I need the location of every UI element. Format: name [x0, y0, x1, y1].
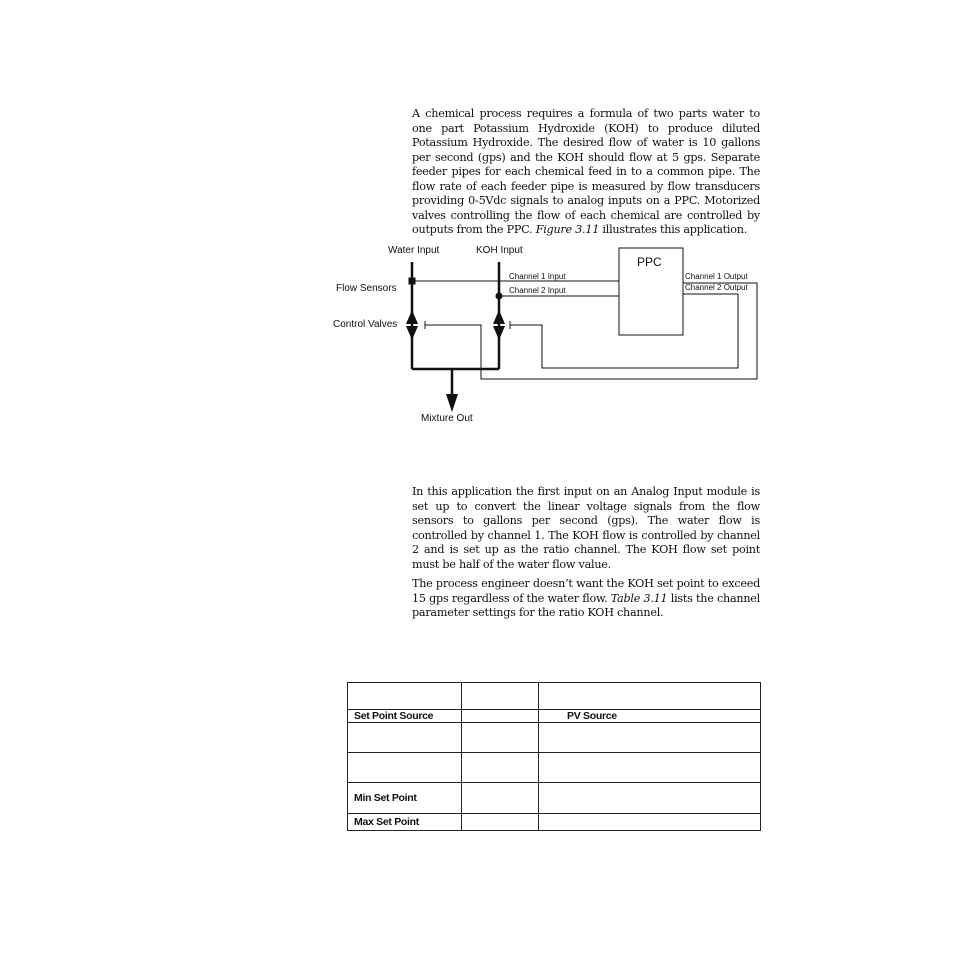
intro-text-b: illustrates this application. [599, 223, 748, 236]
table-cell [348, 753, 462, 783]
valve-2-upper-triangle [493, 310, 505, 324]
table-header-cell [348, 683, 462, 710]
table-cell: PV Source [539, 710, 761, 723]
table-cell [348, 723, 462, 753]
water-input-label: Water Input [388, 245, 440, 256]
ppc-label: PPC [637, 255, 662, 269]
table-header-cell [462, 683, 539, 710]
mixture-out-arrow-icon [446, 394, 458, 412]
table-cell [462, 723, 539, 753]
valve-1-lower-triangle [406, 326, 418, 340]
table-cell [462, 814, 539, 831]
table-cell [539, 753, 761, 783]
table-row [348, 783, 761, 814]
figure-reference[interactable]: Figure 3.11 [535, 223, 600, 236]
valve-2-lower-triangle [493, 326, 505, 340]
table-cell [462, 783, 539, 814]
table-header-row [348, 683, 761, 710]
table-reference[interactable]: Table 3.11 [610, 591, 668, 605]
table-cell [539, 814, 761, 831]
channel-1-output-wire [425, 283, 757, 379]
water-flow-sensor-icon [409, 278, 416, 285]
intro-text-a: A chemical process requires a formula of two parts water to one part Potassium Hydroxide (KOH) to produce diluted Potassium Hydroxide. The desired flow of water is 10 gallons per second (gps) and the KOH should flow at 5 gps. Separate feeder pipes for each chemical feed in to a common pipe. The flow rate of each feeder pipe is measured by flow transducers providing 0-5Vdc signals to analog inputs on a PPC. Motorized valves controlling the flow of each chemical are controlled by outputs from the PPC. [412, 107, 760, 236]
table-row [348, 723, 761, 753]
table-row [348, 814, 761, 831]
channel-parameter-table [347, 682, 761, 831]
koh-flow-sensor-icon [496, 293, 503, 300]
table-row [348, 710, 761, 723]
channel-2-input-label: Channel 2 Input [509, 286, 566, 295]
table-row [348, 753, 761, 783]
setpoint-text-a: The process engineer doesn’t want the KOH set point to exceed 15 gps regardless of the water flow. [412, 577, 760, 605]
table-cell [539, 723, 761, 753]
setpoint-text-b: lists the channel parameter settings for the ratio KOH channel. [412, 591, 761, 619]
table-cell: Max Set Point [348, 814, 462, 831]
channel-2-output-wire [510, 294, 738, 368]
application-paragraph: In this application the first input on an Analog Input module is set up to convert the linear voltage signals from the flow sensors to gallons per second (gps). The water flow is controlled by channel 1. The KOH flow is controlled by channel 2 and is set up as the ratio channel. The KOH flow set point must be half of the water flow value. [412, 485, 760, 571]
table-cell [462, 753, 539, 783]
channel-1-input-label: Channel 1 Input [509, 272, 566, 281]
setpoint-paragraph [412, 577, 760, 621]
koh-input-label: KOH Input [476, 245, 523, 256]
table-cell: Set Point Source [348, 710, 462, 723]
channel-2-output-label: Channel 2 Output [685, 283, 748, 292]
table-cell [462, 710, 539, 723]
table-cell: Min Set Point [348, 783, 462, 814]
valve-1-upper-triangle [406, 310, 418, 324]
flow-sensors-label: Flow Sensors [336, 283, 397, 294]
control-valves-label: Control Valves [333, 319, 398, 330]
channel-1-output-label: Channel 1 Output [685, 272, 748, 281]
mixture-out-label: Mixture Out [421, 413, 473, 424]
table-cell [539, 783, 761, 814]
table-header-cell [539, 683, 761, 710]
